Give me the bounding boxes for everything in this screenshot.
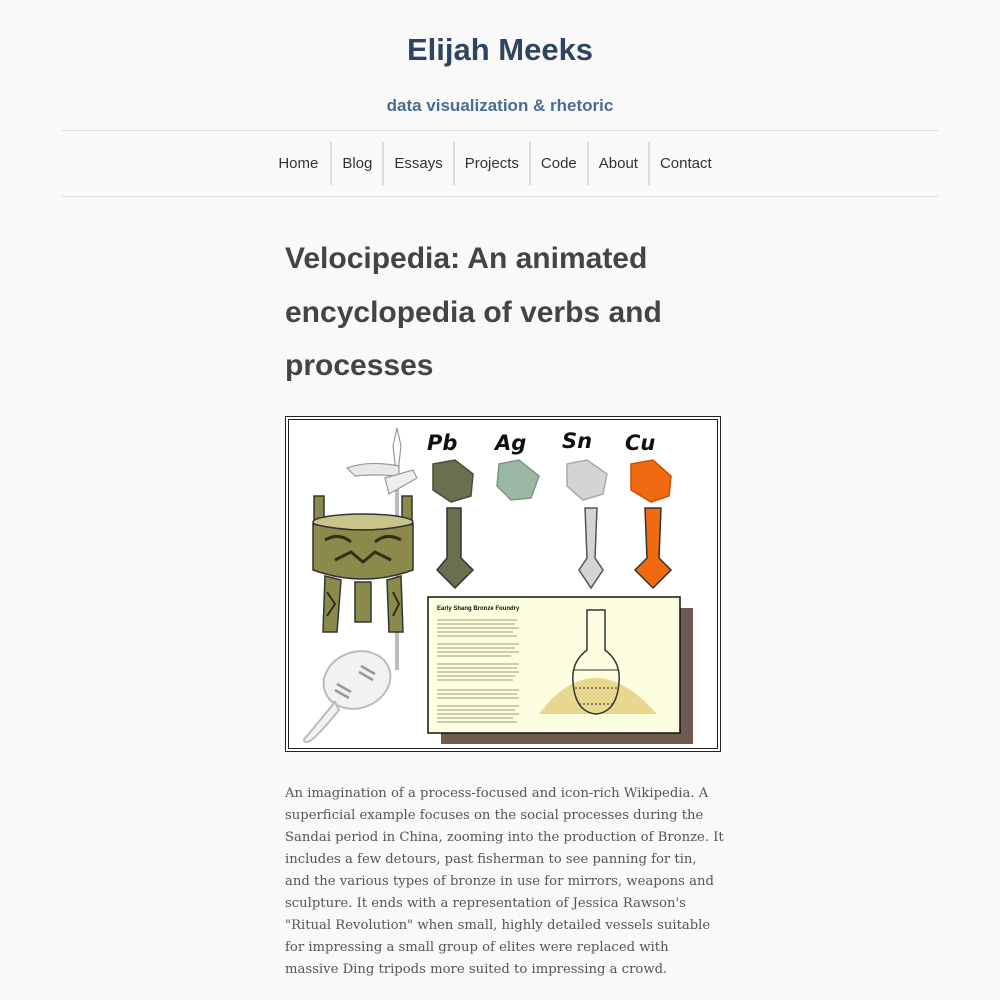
nav-item-home[interactable]: Home [278, 155, 319, 172]
lead-spearhead-icon [437, 508, 473, 588]
article [285, 232, 725, 977]
bronze-illustration [289, 420, 717, 748]
article-description: An imagination of a process-focused and icon-rich Wikipedia. A superficial example focuses on the social processes during the Sandai period in China, zooming into the production of Bronze. It includes a few detours, past fisherman to see panning for tin, and the various types of bronze in use for mirrors, weapons and sculpture. It ends with a representation of Jessica Rawson's "Ritual Revolution" when small, highly detailed vessels suitable for impressing a small group of elites were replaced with massive Ding tripods more suited to impressing a crowd. [285, 786, 724, 977]
site-title[interactable]: Elijah Meeks [406, 32, 594, 67]
ding-tripod-icon [313, 496, 413, 632]
info-panel-title: Early Shang Bronze Foundry [437, 606, 520, 612]
element-label-pb: Pb [427, 431, 458, 455]
silver-ore-icon [497, 460, 539, 500]
copper-ore-icon [631, 460, 671, 502]
article-title: Velocipedia: An animated encyclopedia of verbs and processes [285, 242, 662, 382]
figure-frame [288, 419, 718, 749]
tin-spearhead-icon [579, 508, 603, 588]
nav-item-projects[interactable]: Projects [453, 142, 529, 185]
mirror-icon [304, 642, 399, 742]
tin-ore-icon [567, 460, 607, 500]
site-tagline: data visualization & rhetoric [386, 96, 614, 115]
article-figure [285, 416, 721, 752]
element-label-cu: Cu [625, 431, 656, 455]
main-nav [62, 130, 938, 197]
element-label-sn: Sn [562, 429, 593, 453]
lead-ore-icon [433, 460, 473, 502]
site-header [0, 0, 1000, 117]
nav-item-blog[interactable]: Blog [330, 142, 382, 185]
nav-item-about[interactable]: About [587, 142, 648, 185]
copper-spearhead-icon [635, 508, 671, 588]
nav-item-contact[interactable]: Contact [648, 142, 722, 185]
element-label-ag: Ag [495, 431, 527, 455]
nav-item-essays[interactable]: Essays [382, 142, 452, 185]
nav-item-code[interactable]: Code [529, 142, 587, 185]
